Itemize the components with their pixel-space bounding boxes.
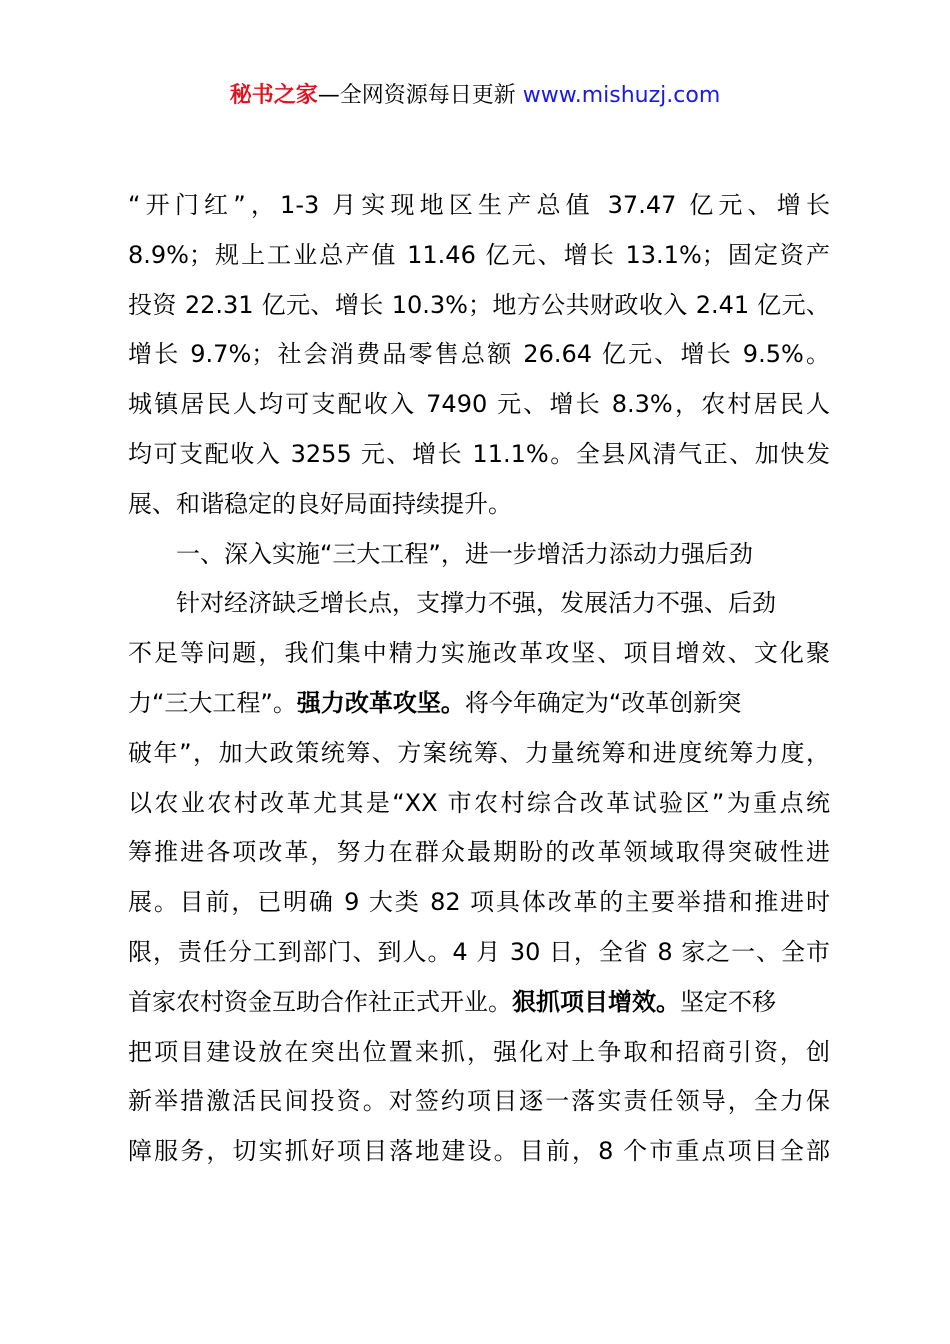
text-line: 增长 9.7%；社会消费品零售总额 26.64 亿元、增长 9.5%。 (128, 340, 830, 369)
text-run: 力“三大工程”。 (128, 688, 297, 717)
text-line (128, 978, 830, 1028)
text-run: 坚定不移 (680, 987, 776, 1016)
document-body (128, 181, 830, 1177)
header-tagline: —全网资源每日更新 (317, 83, 523, 108)
text-line: 均可支配收入 3255 元、增长 11.1%。全县风清气正、加快发 (128, 439, 830, 468)
text-line: 8.9%；规上工业总产值 11.46 亿元、增长 13.1%；固定资产 (128, 240, 830, 269)
paragraph-three-projects (128, 579, 830, 1177)
text-run: 将今年确定为“改革创新突 (464, 688, 742, 717)
bold-subheading-projects: 狠抓项目增效。 (512, 987, 680, 1016)
section-heading: 一、深入实施“三大工程”，进一步增活力添动力强后劲 (176, 539, 753, 568)
text-line: 投资 22.31 亿元、增长 10.3%；地方公共财政收入 2.41 亿元、 (128, 290, 830, 319)
bold-subheading-reform: 强力改革攻坚。 (296, 688, 465, 717)
text-run: 首家农村资金互助合作社正式开业。 (128, 987, 512, 1016)
text-line: 筹推进各项改革，努力在群众最期盼的改革领域取得突破性进 (128, 838, 830, 867)
text-line: 针对经济缺乏增长点，支撑力不强，发展活力不强、后劲 (176, 589, 776, 618)
text-line: 限，责任分工到部门、到人。4 月 30 日，全省 8 家之一、全市 (128, 937, 830, 966)
text-line: 展、和谐稳定的良好局面持续提升。 (128, 489, 512, 518)
text-line: 破年”，加大政策统筹、方案统筹、力量统筹和进度统筹力度， (128, 738, 830, 767)
site-url-link[interactable]: www.mishuzj.com (522, 83, 721, 108)
text-line: 以农业农村改革尤其是“XX 市农村综合改革试验区”为重点统 (128, 788, 830, 817)
text-line: 不足等问题，我们集中精力实施改革攻坚、项目增效、文化聚 (128, 639, 830, 668)
text-line: 障服务，切实抓好项目落地建设。目前，8 个市重点项目全部 (128, 1137, 830, 1166)
text-line: 把项目建设放在突出位置来抓，强化对上争取和招商引资，创 (128, 1037, 830, 1066)
text-line: “开门红”，1-3 月实现地区生产总值 37.47 亿元、增长 (128, 191, 830, 219)
text-line: 展。目前，已明确 9 大类 82 项具体改革的主要举措和推进时 (128, 888, 830, 917)
text-line: 城镇居民人均可支配收入 7490 元、增长 8.3%，农村居民人 (128, 390, 830, 419)
text-line: 新举措激活民间投资。对签约项目逐一落实责任领导，全力保 (128, 1087, 830, 1116)
site-header (0, 80, 950, 112)
paragraph-summary (128, 181, 830, 530)
text-line (128, 679, 830, 729)
brand-name: 秘书之家 (229, 83, 318, 108)
